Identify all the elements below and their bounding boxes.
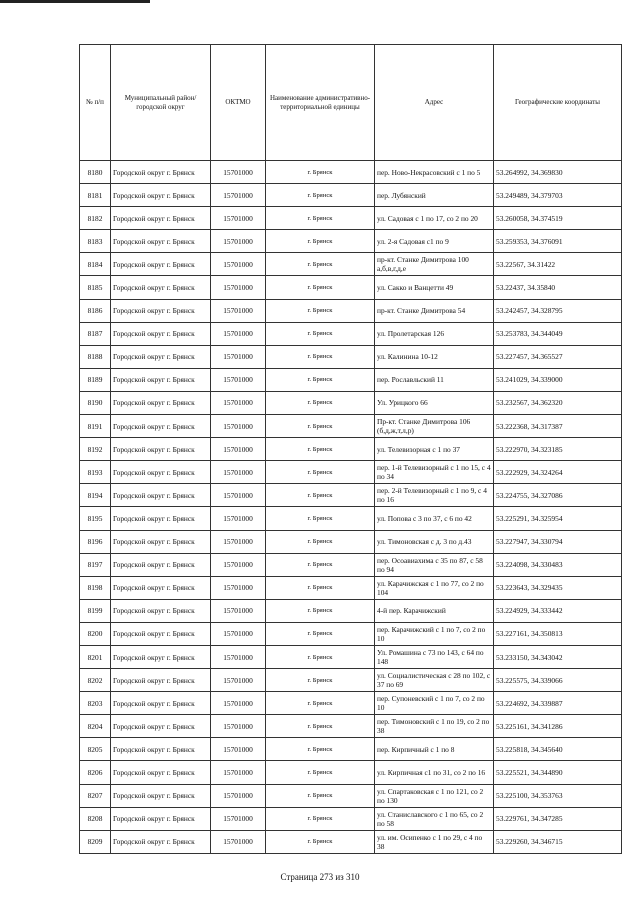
cell-address: пер. 1-й Телевизорный с 1 по 15, с 4 по 34: [375, 461, 494, 484]
cell-num: 8204: [80, 715, 111, 738]
cell-oktmo: 15701000: [211, 507, 266, 530]
cell-coords: 53.225100, 34.353763: [494, 784, 622, 807]
cell-address: ул. Кирпичная с1 по 31, со 2 по 16: [375, 761, 494, 784]
cell-oktmo: 15701000: [211, 322, 266, 345]
cell-coords: 53.225575, 34.339066: [494, 669, 622, 692]
cell-municipality: Городской округ г. Брянск: [111, 276, 211, 299]
document-page: [79, 44, 621, 854]
cell-oktmo: 15701000: [211, 622, 266, 645]
table-row: [80, 438, 622, 461]
cell-municipality: Городской округ г. Брянск: [111, 830, 211, 853]
table-row: [80, 484, 622, 507]
cell-oktmo: 15701000: [211, 784, 266, 807]
cell-num: 8193: [80, 461, 111, 484]
cell-num: 8200: [80, 622, 111, 645]
cell-address: ул. им. Осипенко с 1 по 29, с 4 по 38: [375, 830, 494, 853]
cell-municipality: Городской округ г. Брянск: [111, 669, 211, 692]
header-address: Адрес: [375, 45, 494, 161]
header-num: № п/п: [80, 45, 111, 161]
cell-coords: 53.224755, 34.327086: [494, 484, 622, 507]
cell-address: пер. 2-й Телевизорный с 1 по 9, с 4 по 16: [375, 484, 494, 507]
table-row: [80, 184, 622, 207]
table-row: [80, 253, 622, 276]
cell-municipality: Городской округ г. Брянск: [111, 553, 211, 576]
cell-unit-name: г. Брянск: [266, 299, 375, 322]
cell-municipality: Городской округ г. Брянск: [111, 692, 211, 715]
cell-num: 8183: [80, 230, 111, 253]
cell-address: ул. Социалистическая с 28 по 102, с 37 по 69: [375, 669, 494, 692]
cell-unit-name: г. Брянск: [266, 761, 375, 784]
table-row: [80, 784, 622, 807]
cell-num: 8206: [80, 761, 111, 784]
cell-oktmo: 15701000: [211, 738, 266, 761]
cell-coords: 53.225521, 34.344890: [494, 761, 622, 784]
cell-oktmo: 15701000: [211, 553, 266, 576]
table-row: [80, 415, 622, 438]
cell-address: ул. Телевизорная с 1 по 37: [375, 438, 494, 461]
cell-num: 8192: [80, 438, 111, 461]
cell-unit-name: г. Брянск: [266, 368, 375, 391]
cell-address: ул. Садовая с 1 по 17, со 2 по 20: [375, 207, 494, 230]
cell-coords: 53.242457, 34.328795: [494, 299, 622, 322]
cell-coords: 53.225291, 34.325954: [494, 507, 622, 530]
cell-num: 8205: [80, 738, 111, 761]
cell-unit-name: г. Брянск: [266, 345, 375, 368]
cell-oktmo: 15701000: [211, 391, 266, 414]
cell-unit-name: г. Брянск: [266, 622, 375, 645]
table-row: [80, 576, 622, 599]
cell-num: 8191: [80, 415, 111, 438]
cell-address: Ул. Урицкого 66: [375, 391, 494, 414]
cell-coords: 53.264992, 34.369830: [494, 161, 622, 184]
cell-address: пер. Рославльский 11: [375, 368, 494, 391]
cell-coords: 53.222970, 34.323185: [494, 438, 622, 461]
cell-municipality: Городской округ г. Брянск: [111, 530, 211, 553]
table-header-row: [80, 45, 622, 161]
cell-num: 8203: [80, 692, 111, 715]
cell-municipality: Городской округ г. Брянск: [111, 184, 211, 207]
cell-oktmo: 15701000: [211, 207, 266, 230]
cell-unit-name: г. Брянск: [266, 253, 375, 276]
cell-unit-name: г. Брянск: [266, 669, 375, 692]
cell-oktmo: 15701000: [211, 415, 266, 438]
cell-address: пер. Карачижский с 1 по 7, со 2 по 10: [375, 622, 494, 645]
cell-municipality: Городской округ г. Брянск: [111, 738, 211, 761]
cell-coords: 53.227457, 34.365527: [494, 345, 622, 368]
cell-num: 8197: [80, 553, 111, 576]
cell-unit-name: г. Брянск: [266, 830, 375, 853]
cell-num: 8209: [80, 830, 111, 853]
cell-oktmo: 15701000: [211, 576, 266, 599]
cell-municipality: Городской округ г. Брянск: [111, 807, 211, 830]
cell-address: пр-кт. Станке Димитрова 54: [375, 299, 494, 322]
cell-municipality: Городской округ г. Брянск: [111, 368, 211, 391]
cell-unit-name: г. Брянск: [266, 484, 375, 507]
table-row: [80, 553, 622, 576]
cell-coords: 53.225818, 34.345640: [494, 738, 622, 761]
cell-municipality: Городской округ г. Брянск: [111, 322, 211, 345]
cell-unit-name: г. Брянск: [266, 553, 375, 576]
cell-num: 8181: [80, 184, 111, 207]
cell-coords: 53.222929, 34.324264: [494, 461, 622, 484]
cell-municipality: Городской округ г. Брянск: [111, 461, 211, 484]
cell-municipality: Городской округ г. Брянск: [111, 599, 211, 622]
cell-oktmo: 15701000: [211, 530, 266, 553]
cell-municipality: Городской округ г. Брянск: [111, 507, 211, 530]
cell-num: 8190: [80, 391, 111, 414]
cell-coords: 53.224692, 34.339887: [494, 692, 622, 715]
cell-oktmo: 15701000: [211, 230, 266, 253]
table-row: [80, 230, 622, 253]
cell-address: ул. Сакко и Ванцетти 49: [375, 276, 494, 299]
cell-num: 8184: [80, 253, 111, 276]
cell-oktmo: 15701000: [211, 669, 266, 692]
table-row: [80, 669, 622, 692]
cell-coords: 53.224929, 34.333442: [494, 599, 622, 622]
cell-municipality: Городской округ г. Брянск: [111, 253, 211, 276]
cell-coords: 53.22567, 34.31422: [494, 253, 622, 276]
cell-address: ул. Пролетарская 126: [375, 322, 494, 345]
cell-num: 8189: [80, 368, 111, 391]
cell-unit-name: г. Брянск: [266, 599, 375, 622]
cell-num: 8202: [80, 669, 111, 692]
cell-coords: 53.229761, 34.347285: [494, 807, 622, 830]
table-row: [80, 299, 622, 322]
cell-municipality: Городской округ г. Брянск: [111, 345, 211, 368]
cell-num: 8194: [80, 484, 111, 507]
cell-coords: 53.233150, 34.343042: [494, 645, 622, 668]
cell-coords: 53.223643, 34.329435: [494, 576, 622, 599]
cell-unit-name: г. Брянск: [266, 507, 375, 530]
cell-address: пер. Тимоновский с 1 по 19, со 2 по 38: [375, 715, 494, 738]
table-row: [80, 830, 622, 853]
cell-unit-name: г. Брянск: [266, 438, 375, 461]
cell-municipality: Городской округ г. Брянск: [111, 415, 211, 438]
cell-address: ул. 2-я Садовая с1 по 9: [375, 230, 494, 253]
cell-oktmo: 15701000: [211, 599, 266, 622]
table-row: [80, 645, 622, 668]
cell-oktmo: 15701000: [211, 299, 266, 322]
cell-num: 8198: [80, 576, 111, 599]
cell-unit-name: г. Брянск: [266, 207, 375, 230]
cell-municipality: Городской округ г. Брянск: [111, 299, 211, 322]
table-row: [80, 761, 622, 784]
table-row: [80, 161, 622, 184]
cell-coords: 53.260058, 34.374519: [494, 207, 622, 230]
cell-oktmo: 15701000: [211, 461, 266, 484]
cell-address: ул. Карачижская с 1 по 77, со 2 по 104: [375, 576, 494, 599]
cell-oktmo: 15701000: [211, 715, 266, 738]
cell-oktmo: 15701000: [211, 345, 266, 368]
cell-unit-name: г. Брянск: [266, 530, 375, 553]
cell-unit-name: г. Брянск: [266, 391, 375, 414]
cell-unit-name: г. Брянск: [266, 184, 375, 207]
cell-unit-name: г. Брянск: [266, 576, 375, 599]
scan-edge-mark: [0, 0, 150, 3]
cell-num: 8182: [80, 207, 111, 230]
cell-coords: 53.232567, 34.362320: [494, 391, 622, 414]
cell-address: пер. Кирпичный с 1 по 8: [375, 738, 494, 761]
table-row: [80, 345, 622, 368]
cell-oktmo: 15701000: [211, 692, 266, 715]
cell-address: пер. Осоавиахима с 35 по 87, с 58 по 94: [375, 553, 494, 576]
cell-coords: 53.225161, 34.341286: [494, 715, 622, 738]
cell-unit-name: г. Брянск: [266, 230, 375, 253]
header-coords: Географические координаты: [494, 45, 622, 161]
header-municipality: Муниципальный район/городской округ: [111, 45, 211, 161]
cell-oktmo: 15701000: [211, 368, 266, 391]
cell-unit-name: г. Брянск: [266, 276, 375, 299]
cell-coords: 53.259353, 34.376091: [494, 230, 622, 253]
cell-municipality: Городской округ г. Брянск: [111, 784, 211, 807]
page-number: Страница 273 из 310: [280, 872, 360, 882]
cell-address: ул. Попова с 3 по 37, с 6 по 42: [375, 507, 494, 530]
cell-num: 8201: [80, 645, 111, 668]
cell-oktmo: 15701000: [211, 830, 266, 853]
cell-num: 8187: [80, 322, 111, 345]
cell-num: 8208: [80, 807, 111, 830]
cell-unit-name: г. Брянск: [266, 715, 375, 738]
cell-address: пер. Супоневский с 1 по 7, со 2 по 10: [375, 692, 494, 715]
cell-oktmo: 15701000: [211, 645, 266, 668]
cell-municipality: Городской округ г. Брянск: [111, 715, 211, 738]
cell-unit-name: г. Брянск: [266, 692, 375, 715]
cell-oktmo: 15701000: [211, 253, 266, 276]
cell-oktmo: 15701000: [211, 484, 266, 507]
cell-oktmo: 15701000: [211, 438, 266, 461]
header-oktmo: ОКТМО: [211, 45, 266, 161]
cell-coords: 53.227947, 34.330794: [494, 530, 622, 553]
cell-coords: 53.249489, 34.379703: [494, 184, 622, 207]
cell-num: 8180: [80, 161, 111, 184]
cell-municipality: Городской округ г. Брянск: [111, 622, 211, 645]
cell-coords: 53.229260, 34.346715: [494, 830, 622, 853]
cell-municipality: Городской округ г. Брянск: [111, 576, 211, 599]
cell-municipality: Городской округ г. Брянск: [111, 391, 211, 414]
cell-num: 8185: [80, 276, 111, 299]
cell-unit-name: г. Брянск: [266, 415, 375, 438]
table-row: [80, 692, 622, 715]
table-row: [80, 368, 622, 391]
cell-num: 8188: [80, 345, 111, 368]
cell-unit-name: г. Брянск: [266, 322, 375, 345]
table-row: [80, 391, 622, 414]
cell-coords: 53.253783, 34.344049: [494, 322, 622, 345]
cell-oktmo: 15701000: [211, 807, 266, 830]
table-row: [80, 807, 622, 830]
cell-address: пер. Ново-Некрасовский с 1 по 5: [375, 161, 494, 184]
table-row: [80, 599, 622, 622]
cell-unit-name: г. Брянск: [266, 738, 375, 761]
cell-unit-name: г. Брянск: [266, 784, 375, 807]
cell-address: Пр-кт. Станке Димитрова 106 (б,д,ж,т,л,р): [375, 415, 494, 438]
cell-coords: 53.222368, 34.317387: [494, 415, 622, 438]
cell-unit-name: г. Брянск: [266, 161, 375, 184]
cell-coords: 53.22437, 34.35840: [494, 276, 622, 299]
cell-num: 8199: [80, 599, 111, 622]
cell-oktmo: 15701000: [211, 161, 266, 184]
cell-unit-name: г. Брянск: [266, 461, 375, 484]
table-row: [80, 738, 622, 761]
cell-municipality: Городской округ г. Брянск: [111, 438, 211, 461]
table-row: [80, 715, 622, 738]
cell-municipality: Городской округ г. Брянск: [111, 645, 211, 668]
cell-coords: 53.241029, 34.339000: [494, 368, 622, 391]
cell-coords: 53.227161, 34.350813: [494, 622, 622, 645]
cell-municipality: Городской округ г. Брянск: [111, 230, 211, 253]
cell-num: 8196: [80, 530, 111, 553]
cell-municipality: Городской округ г. Брянск: [111, 761, 211, 784]
table-row: [80, 322, 622, 345]
cell-oktmo: 15701000: [211, 761, 266, 784]
cell-oktmo: 15701000: [211, 184, 266, 207]
cell-address: пр-кт. Станке Димитрова 100 а,б,в,г,д,е: [375, 253, 494, 276]
cell-num: 8207: [80, 784, 111, 807]
cell-municipality: Городской округ г. Брянск: [111, 161, 211, 184]
cell-address: Ул. Ромашина с 73 по 143, с 64 по 148: [375, 645, 494, 668]
address-table: [79, 44, 622, 854]
cell-num: 8195: [80, 507, 111, 530]
cell-address: пер. Лубянский: [375, 184, 494, 207]
table-row: [80, 276, 622, 299]
table-row: [80, 530, 622, 553]
cell-address: ул. Станиславского с 1 по 65, со 2 по 58: [375, 807, 494, 830]
cell-unit-name: г. Брянск: [266, 645, 375, 668]
table-body: [80, 161, 622, 854]
cell-address: ул. Калинина 10-12: [375, 345, 494, 368]
cell-address: ул. Спартаковская с 1 по 121, со 2 по 130: [375, 784, 494, 807]
cell-oktmo: 15701000: [211, 276, 266, 299]
cell-municipality: Городской округ г. Брянск: [111, 484, 211, 507]
cell-address: ул. Тимоновская с д. 3 по д.43: [375, 530, 494, 553]
cell-address: 4-й пер. Карачижский: [375, 599, 494, 622]
table-row: [80, 461, 622, 484]
cell-municipality: Городской округ г. Брянск: [111, 207, 211, 230]
cell-unit-name: г. Брянск: [266, 807, 375, 830]
header-unit-name: Наименование административно-территориальной единицы: [266, 45, 375, 161]
table-row: [80, 207, 622, 230]
table-row: [80, 507, 622, 530]
table-row: [80, 622, 622, 645]
cell-coords: 53.224098, 34.330483: [494, 553, 622, 576]
cell-num: 8186: [80, 299, 111, 322]
